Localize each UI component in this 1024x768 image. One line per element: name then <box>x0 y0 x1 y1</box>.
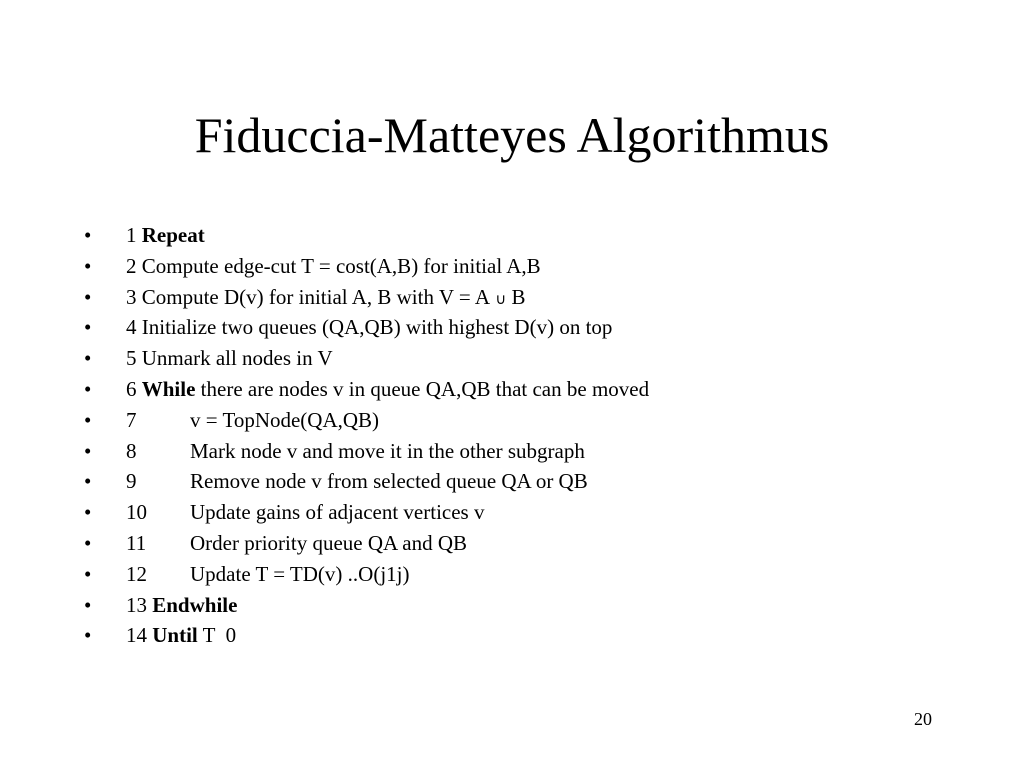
step-text: Mark node v and move it in the other subgraph <box>190 438 585 463</box>
bullet-icon: • <box>84 223 92 247</box>
step-text: Update gains of adjacent vertices v <box>190 500 485 525</box>
step-text: v = TopNode(QA,QB) <box>190 407 380 432</box>
step-item <box>84 439 649 470</box>
step-text: Compute edge-cut T = cost(A,B) for initial A,B <box>141 253 541 278</box>
step-item <box>84 254 649 285</box>
algorithm-steps-list <box>84 223 649 654</box>
step-item <box>84 408 649 439</box>
step-number: 6 <box>126 376 137 401</box>
step-number: 10 <box>126 500 147 525</box>
step-item <box>84 623 649 654</box>
bullet-icon: • <box>84 407 92 432</box>
bullet-icon: • <box>84 438 92 463</box>
step-number: 12 <box>126 561 147 586</box>
step-text: T 0 <box>197 623 237 648</box>
step-item <box>84 223 649 254</box>
bullet-icon: • <box>84 500 92 525</box>
bullet-icon: • <box>84 376 92 401</box>
step-number: 14 <box>126 623 147 648</box>
step-text: Remove node v from selected queue QA or QB <box>190 469 588 494</box>
step-text: Update T = TD(v) ..O(j1j) <box>190 561 410 586</box>
bullet-icon: • <box>84 253 92 278</box>
step-item <box>84 469 649 500</box>
step-keyword: While <box>141 376 196 401</box>
bullet-icon: • <box>84 346 92 371</box>
bullet-icon: • <box>84 561 92 586</box>
step-number: 8 <box>126 438 137 463</box>
step-number: 2 <box>126 253 137 278</box>
bullet-icon: • <box>84 530 92 555</box>
step-item <box>84 562 649 593</box>
step-item <box>84 531 649 562</box>
step-number: 11 <box>126 530 147 555</box>
step-text: B <box>511 284 526 309</box>
union-symbol: ∪ <box>495 289 507 308</box>
step-number: 1 <box>126 223 137 247</box>
step-item <box>84 500 649 531</box>
step-text: Initialize two queues (QA,QB) with highest D(v) on top <box>141 315 613 340</box>
step-text: Compute D(v) for initial A, B with V = A <box>141 284 490 309</box>
step-number: 7 <box>126 407 137 432</box>
bullet-icon: • <box>84 284 92 309</box>
step-item <box>84 346 649 377</box>
step-item <box>84 377 649 408</box>
step-number: 4 <box>126 315 137 340</box>
step-number: 5 <box>126 346 137 371</box>
step-text: Order priority queue QA and QB <box>190 530 468 555</box>
step-number: 3 <box>126 284 137 309</box>
bullet-icon: • <box>84 315 92 340</box>
step-keyword: Endwhile <box>152 592 238 617</box>
step-number: 9 <box>126 469 137 494</box>
step-text: there are nodes v in queue QA,QB that can be moved <box>195 376 650 401</box>
step-item <box>84 285 649 316</box>
slide-title: Fiduccia-Matteyes Algorithmus <box>194 107 830 163</box>
bullet-icon: • <box>84 592 92 617</box>
step-item <box>84 593 649 624</box>
step-number: 13 <box>126 592 147 617</box>
step-item <box>84 315 649 346</box>
step-keyword: Repeat <box>141 223 205 247</box>
page-number: 20 <box>914 709 932 729</box>
bullet-icon: • <box>84 623 92 648</box>
step-keyword: Until <box>152 623 198 648</box>
step-text: Unmark all nodes in V <box>141 346 333 371</box>
bullet-icon: • <box>84 469 92 494</box>
